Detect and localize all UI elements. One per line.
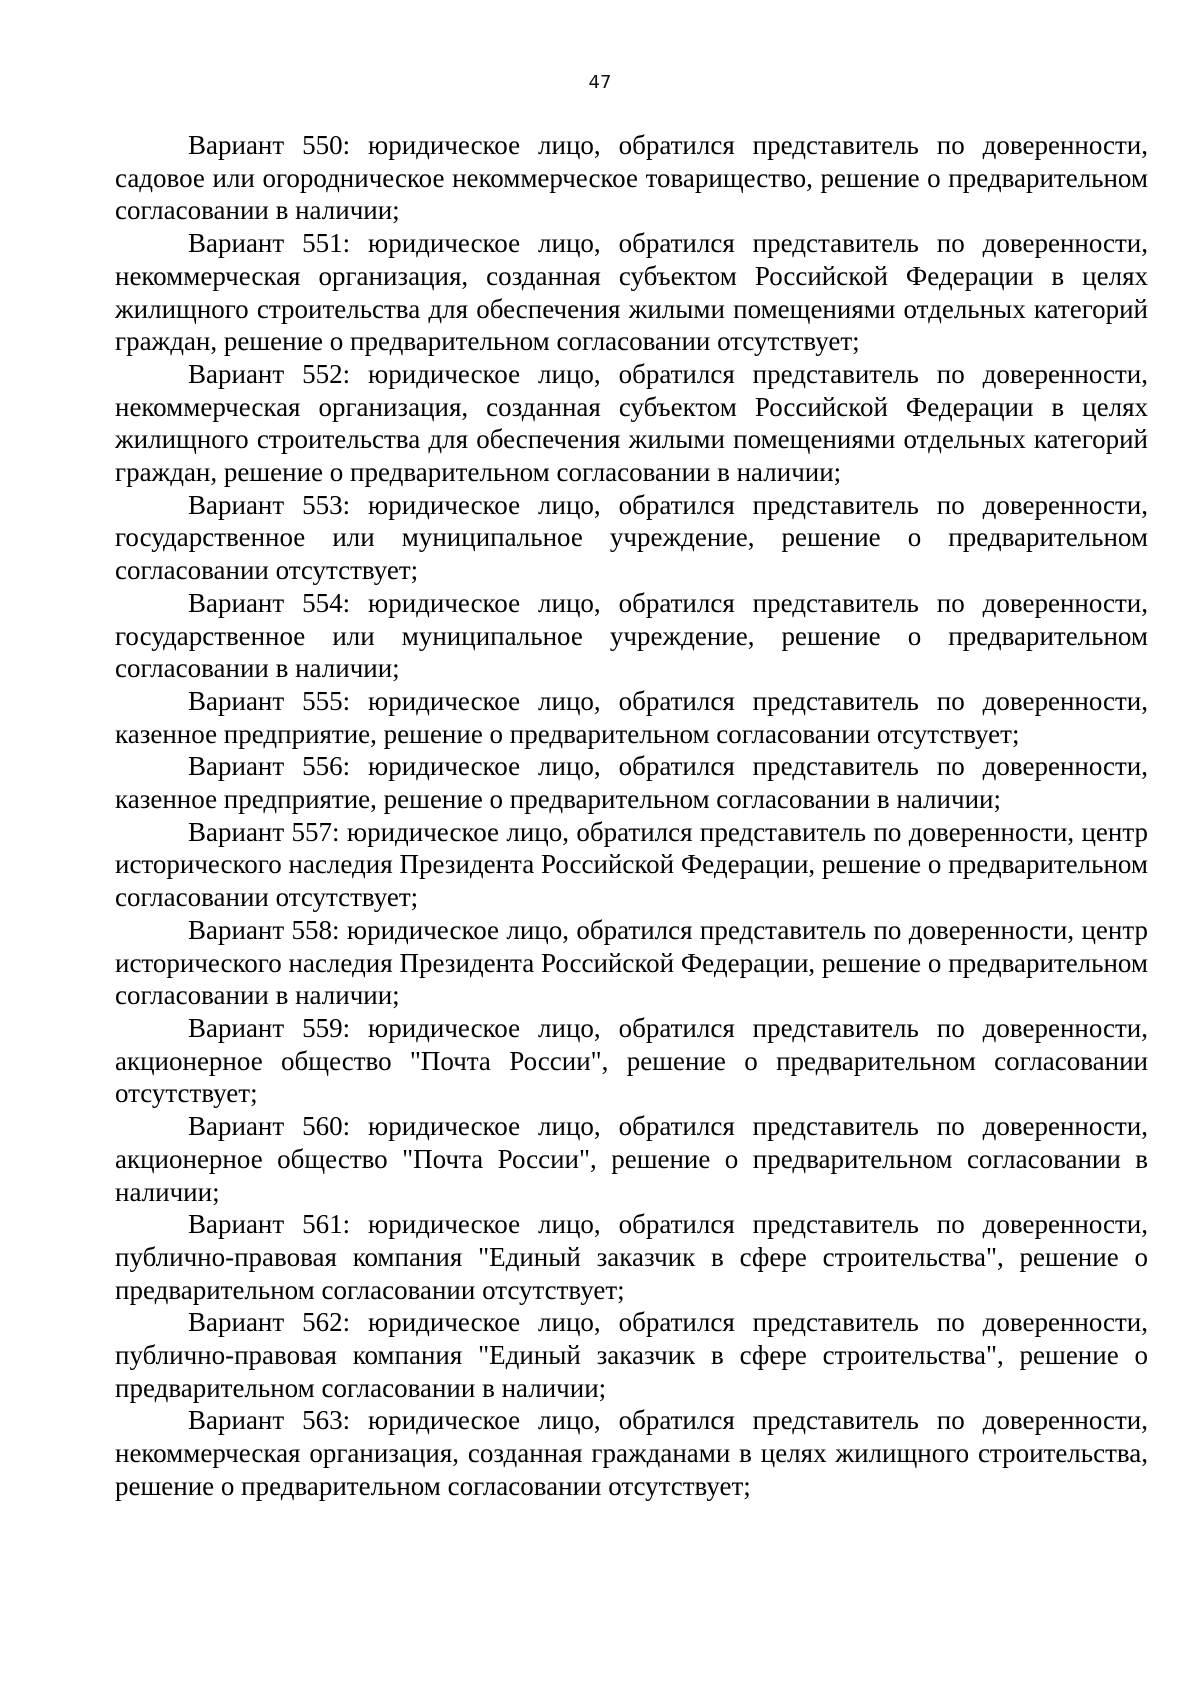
variant-paragraph: Вариант 562: юридическое лицо, обратился представитель по доверенности, публично-правовая компания "Единый заказчик в сфере строительства", решение о предварительном согласовании в наличии; [115, 1307, 1148, 1403]
document-body [115, 129, 1148, 1503]
variant-paragraph: Вариант 550: юридическое лицо, обратился представитель по доверенности, садовое или огородническое некоммерческое товарищество, решение о предварительном согласовании в наличии; [115, 130, 1148, 226]
variant-paragraph: Вариант 559: юридическое лицо, обратился представитель по доверенности, акционерное общество "Почта России", решение о предварительном согласовании отсутствует; [115, 1012, 1148, 1109]
variant-paragraph: Вариант 561: юридическое лицо, обратился представитель по доверенности, публично-правовая компания "Единый заказчик в сфере строительства", решение о предварительном согласовании отсутствует; [115, 1209, 1148, 1305]
page-number: 47 [588, 72, 612, 93]
variant-paragraph: Вариант 558: юридическое лицо, обратился представитель по доверенности, центр исторического наследия Президента Российской Федерации, решение о предварительном согласовании в наличии; [115, 914, 1148, 1011]
variant-paragraph: Вариант 555: юридическое лицо, обратился представитель по доверенности, казенное предприятие, решение о предварительном согласовании отсутствует; [115, 685, 1148, 749]
variant-paragraph: Вариант 563: юридическое лицо, обратился представитель по доверенности, некоммерческая организация, созданная гражданами в целях жилищного строительства, решение о предварительном согласовании отсутствует; [115, 1405, 1148, 1501]
variant-paragraph: Вариант 553: юридическое лицо, обратился представитель по доверенности, государственное или муниципальное учреждение, решение о предварительном согласовании отсутствует; [115, 489, 1148, 586]
variant-paragraph: Вариант 551: юридическое лицо, обратился представитель по доверенности, некоммерческая организация, созданная субъектом Российской Федерации в целях жилищного строительства для обеспечения жилыми помещениями отдельных категорий граждан, решение о предварительном согласовании отсутствует; [115, 228, 1148, 357]
variant-paragraph: Вариант 552: юридическое лицо, обратился представитель по доверенности, некоммерческая организация, созданная субъектом Российской Федерации в целях жилищного строительства для обеспечения жилыми помещениями отдельных категорий граждан, решение о предварительном согласовании в наличии; [115, 358, 1148, 488]
variant-paragraph: Вариант 560: юридическое лицо, обратился представитель по доверенности, акционерное общество "Почта России", решение о предварительном согласовании в наличии; [115, 1111, 1148, 1207]
variant-paragraph: Вариант 556: юридическое лицо, обратился представитель по доверенности, казенное предприятие, решение о предварительном согласовании в наличии; [115, 751, 1148, 815]
variant-paragraph: Вариант 554: юридическое лицо, обратился представитель по доверенности, государственное или муниципальное учреждение, решение о предварительном согласовании в наличии; [115, 587, 1148, 684]
variant-paragraph: Вариант 557: юридическое лицо, обратился представитель по доверенности, центр исторического наследия Президента Российской Федерации, решение о предварительном согласовании отсутствует; [115, 816, 1148, 913]
